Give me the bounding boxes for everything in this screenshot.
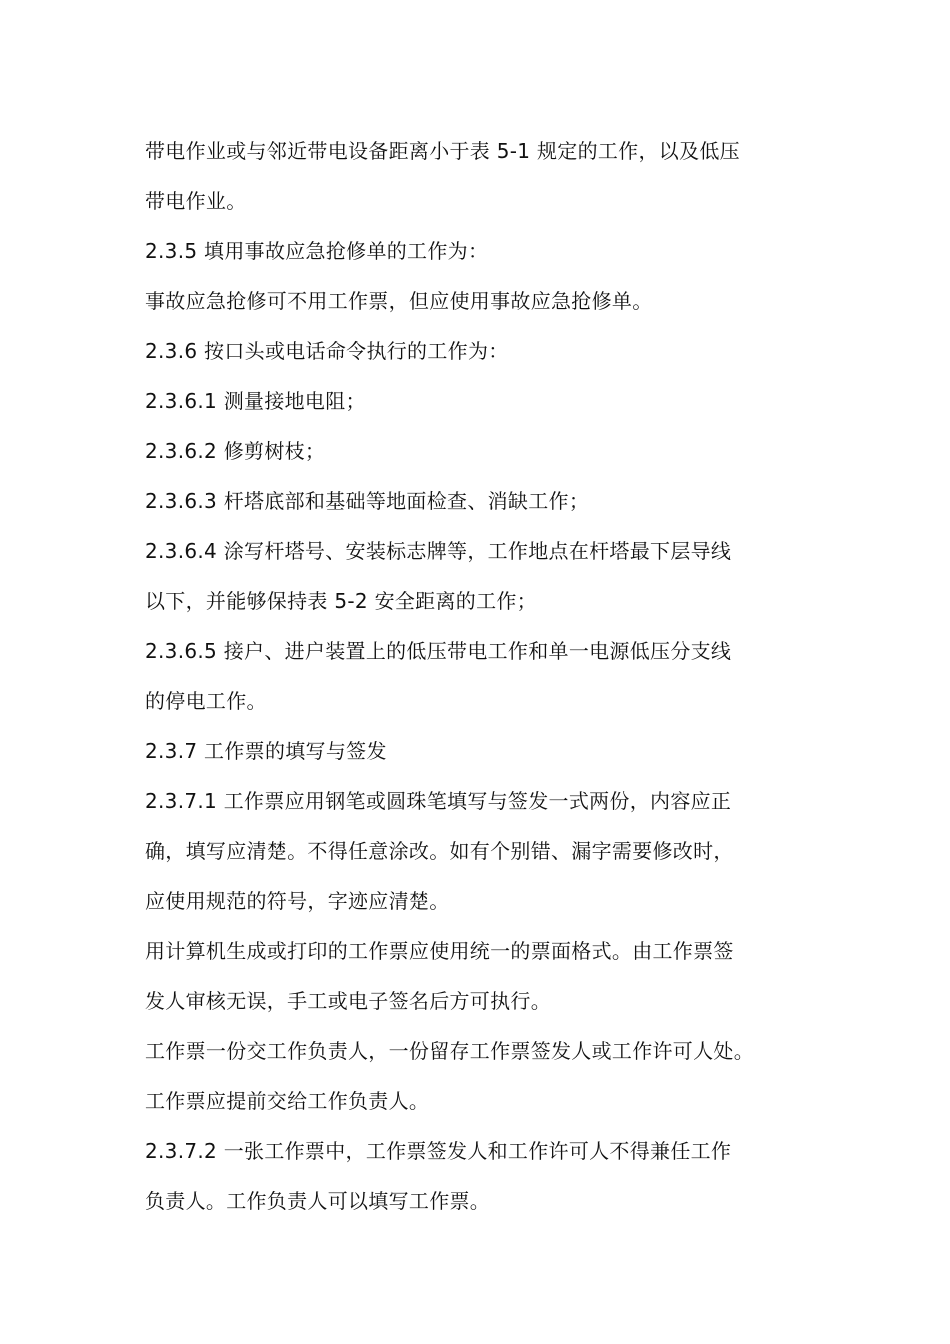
- section-heading: 2.3.6 按口头或电话命令执行的工作为：: [145, 339, 509, 363]
- list-item: 2.3.7.1 工作票应用钢笔或圆珠笔填写与签发一式两份，内容应正: [145, 789, 732, 813]
- text-line: 发人审核无误，手工或电子签名后方可执行。: [145, 989, 551, 1013]
- section-heading: 2.3.5 填用事故应急抢修单的工作为：: [145, 239, 489, 263]
- list-item: 2.3.6.1 测量接地电阻；: [145, 389, 366, 413]
- list-item: 2.3.7.2 一张工作票中，工作票签发人和工作许可人不得兼任工作: [145, 1139, 732, 1163]
- list-item: 2.3.6.2 修剪树枝；: [145, 439, 326, 463]
- text-line: 负责人。工作负责人可以填写工作票。: [145, 1189, 491, 1213]
- section-heading: 2.3.7 工作票的填写与签发: [145, 739, 387, 763]
- text-line: 应使用规范的符号，字迹应清楚。: [145, 889, 450, 913]
- text-line: 确，填写应清楚。不得任意涂改。如有个别错、漏字需要修改时，: [145, 839, 734, 863]
- list-item: 2.3.6.3 杆塔底部和基础等地面检查、消缺工作；: [145, 489, 590, 513]
- text-line: 带电作业。: [145, 189, 247, 213]
- text-line: 带电作业或与邻近带电设备距离小于表 5-1 规定的工作，以及低压: [145, 139, 740, 163]
- document-body: [145, 126, 825, 1226]
- text-line: 工作票应提前交给工作负责人。: [145, 1089, 430, 1113]
- text-line: 事故应急抢修可不用工作票，但应使用事故应急抢修单。: [145, 289, 653, 313]
- text-line: 以下，并能够保持表 5-2 安全距离的工作；: [145, 589, 537, 613]
- list-item: 2.3.6.5 接户、进户装置上的低压带电工作和单一电源低压分支线: [145, 639, 732, 663]
- text-line: 的停电工作。: [145, 689, 267, 713]
- text-line: 用计算机生成或打印的工作票应使用统一的票面格式。由工作票签: [145, 939, 734, 963]
- text-line: 工作票一份交工作负责人，一份留存工作票签发人或工作许可人处。: [145, 1039, 754, 1063]
- list-item: 2.3.6.4 涂写杆塔号、安装标志牌等，工作地点在杆塔最下层导线: [145, 539, 732, 563]
